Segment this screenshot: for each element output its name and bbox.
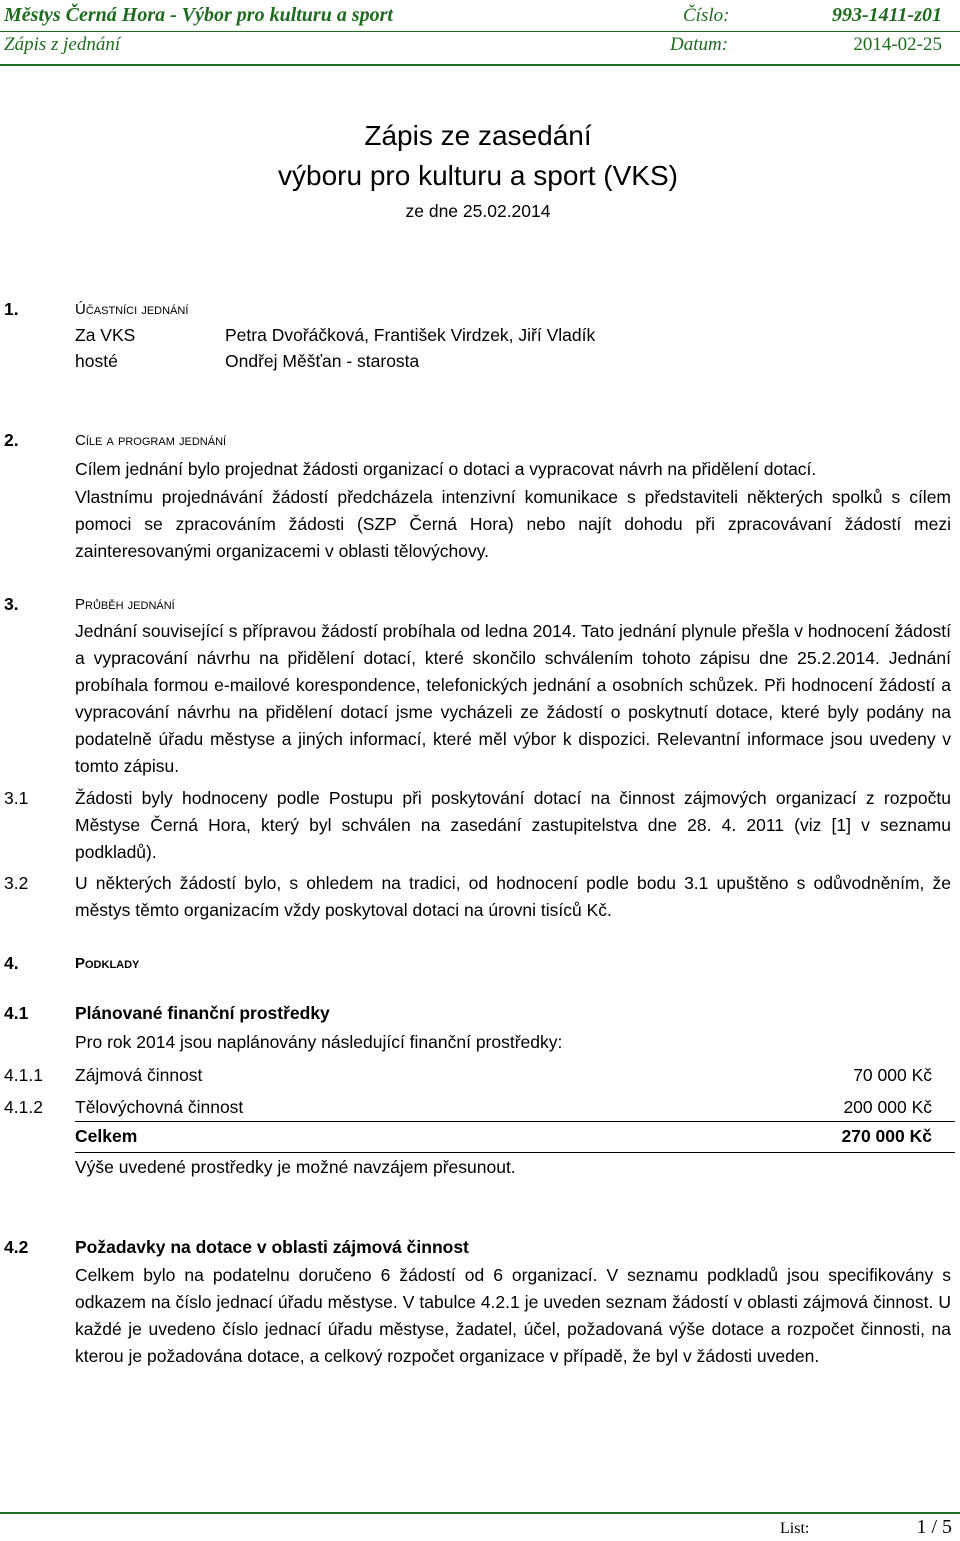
doc-title-line2: výboru pro kulturu a sport (VKS) [278,160,678,191]
doc-date-line: ze dne 25.02.2014 [405,201,551,221]
participants-label-vks: Za VKS [75,325,136,345]
subsection-4-2-number: 4.2 [4,1237,29,1257]
section-3-number: 3. [4,594,19,614]
section-1-heading: Účastníci jednání [75,301,189,318]
section-2-heading: Cíle a program jednání [75,432,227,449]
header-org: Městys Černá Hora - Výbor pro kulturu a sport [4,4,393,26]
budget-item-1-amount: 70 000 Kč [853,1065,932,1085]
section-2-goal: Cílem jednání bylo projednat žádosti organizací o dotaci a vypracovat návrh na přidělení dotací. [75,459,817,479]
footer-list-label: List: [780,1520,810,1537]
subsection-4-2-paragraph: Celkem bylo na podatelnu doručeno 6 žádostí od 6 organizací. V seznamu podkladů jsou specifikovány s odkazem na číslo jednací úřadu městyse. V tabulce 4.2.1 je uveden seznam žádostí v oblasti zájmová činnost. U každé je uvedeno číslo jednací úřadu městyse, žadatel, účel, požadovaná výše dotace a rozpočet činnosti, na kterou je požadována dotace, a celkový rozpočet organizace v případě, že byl v žádosti uveden. [75,1265,951,1366]
budget-item-2-label: Tělovýchovná činnost [75,1097,244,1117]
budget-rule-bottom [75,1152,955,1153]
participants-value-guests: Ondřej Měšťan - starosta [225,351,420,371]
budget-item-2-amount: 200 000 Kč [843,1097,932,1117]
subsection-3-2-text: U některých žádostí bylo, s ohledem na tradici, od hodnocení podle bodu 3.1 upuštěno s odůvodněním, že městys těmto organizacím vždy poskytoval dotaci na úrovni tisíců Kč. [75,873,951,920]
header-rule-1 [0,31,960,32]
budget-rule-top [75,1121,955,1122]
doc-title-line1: Zápis ze zasedání [364,120,592,151]
footer-page-number: 1 / 5 [916,1516,952,1538]
section-3-heading: Průběh jednání [75,596,175,613]
budget-total-amount: 270 000 Kč [841,1126,932,1146]
budget-item-1-label: Zájmová činnost [75,1065,203,1085]
footer-rule [0,1512,960,1514]
subsection-3-1-number: 3.1 [4,788,29,808]
section-4-heading: Podklady [75,955,140,972]
budget-item-2-number: 4.1.2 [4,1097,43,1117]
participants-value-vks: Petra Dvořáčková, František Virdzek, Jiří Vladík [225,325,596,345]
header-datum-value: 2014-02-25 [853,34,942,55]
budget-item-1-number: 4.1.1 [4,1065,43,1085]
section-2-paragraph: Vlastnímu projednávání žádostí předcházela intenzivní komunikace s představiteli některých spolků s cílem pomoci se zpracováním žádosti (SZP Černá Hora) nebo najít dohodu při zpracovávaní žádostí mezi zainteresovanými organizacemi v oblasti tělovýchovy. [75,487,951,561]
section-3-paragraph: Jednání související s přípravou žádostí probíhala od ledna 2014. Tato jednání plynule přešla v hodnocení žádostí a vypracování návrhu na přidělení dotací, které skončilo schválením tohoto zápisu dne 25.2.2014. Jednání probíhala formou e-mailové korespondence, telefonických jednání a osobních schůzek. Při hodnocení žádostí a vypracování návrhu na přidělení dotací jsme vycházeli ze žádostí o poskytnutí dotace, které byly podány na podatelně úřadu městyse a jiných informací, které měl výbor k dispozici. Relevantní informace jsou uvedeny v tomto zápisu. [75,621,951,776]
participants-label-guests: hosté [75,351,118,371]
header-cislo-label: Číslo: [683,5,730,26]
header-datum-label: Datum: [670,34,729,55]
header-rule-2 [0,64,960,66]
subsection-3-1-text: Žádosti byly hodnoceny podle Postupu při poskytování dotací na činnost zájmových organizací z rozpočtu Městyse Černá Hora, který byl schválen na zasedání zastupitelstva dne 28. 4. 2011 (viz [1] v seznamu podkladů). [75,788,951,862]
subsection-4-1-number: 4.1 [4,1003,29,1023]
subsection-4-1-intro: Pro rok 2014 jsou naplánovány následující finanční prostředky: [75,1032,563,1052]
section-1-number: 1. [4,299,19,319]
header-doc-type: Zápis z jednání [4,34,121,55]
section-4-number: 4. [4,953,19,973]
budget-total-label: Celkem [75,1126,138,1146]
header-cislo-value: 993-1411-z01 [832,4,942,26]
subsection-4-2-heading: Požadavky na dotace v oblasti zájmová činnost [75,1237,469,1257]
subsection-4-1-heading: Plánované finanční prostředky [75,1003,330,1023]
subsection-3-2-number: 3.2 [4,873,29,893]
budget-note: Výše uvedené prostředky je možné navzájem přesunout. [75,1157,516,1177]
section-2-number: 2. [4,430,19,450]
